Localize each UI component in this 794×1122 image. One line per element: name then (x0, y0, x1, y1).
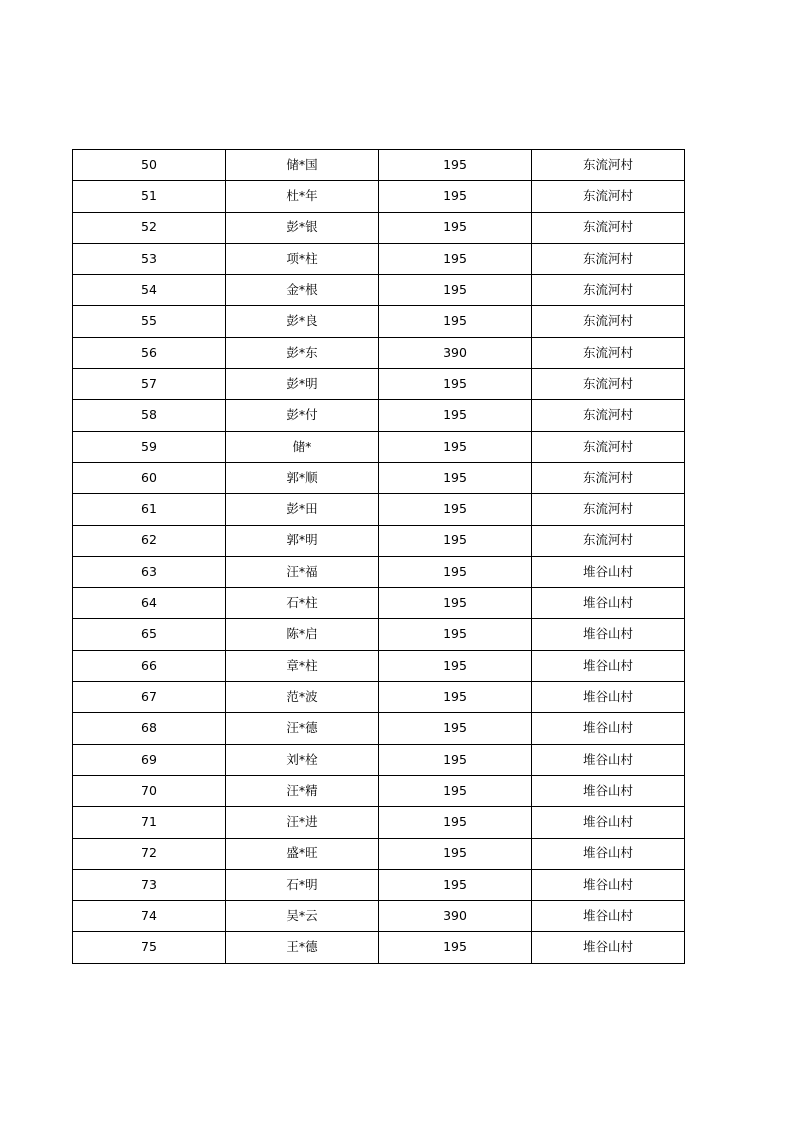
row-number-cell: 51 (73, 181, 226, 212)
name-cell: 汪*福 (226, 556, 379, 587)
table-row (73, 588, 685, 619)
village-cell: 东流河村 (532, 494, 685, 525)
row-number-cell: 63 (73, 556, 226, 587)
row-number-cell: 53 (73, 243, 226, 274)
amount-cell: 195 (379, 556, 532, 587)
row-number-cell: 56 (73, 337, 226, 368)
table-row (73, 619, 685, 650)
table-row (73, 431, 685, 462)
amount-cell: 195 (379, 525, 532, 556)
village-cell: 堆谷山村 (532, 838, 685, 869)
row-number-cell: 54 (73, 275, 226, 306)
amount-cell: 195 (379, 275, 532, 306)
table-row (73, 525, 685, 556)
name-cell: 汪*进 (226, 807, 379, 838)
amount-cell: 195 (379, 588, 532, 619)
name-cell: 金*根 (226, 275, 379, 306)
row-number-cell: 72 (73, 838, 226, 869)
village-cell: 东流河村 (532, 525, 685, 556)
table-row (73, 150, 685, 181)
amount-cell: 195 (379, 744, 532, 775)
amount-cell: 195 (379, 462, 532, 493)
name-cell: 王*德 (226, 932, 379, 963)
table-row (73, 243, 685, 274)
village-cell: 东流河村 (532, 337, 685, 368)
village-cell: 东流河村 (532, 181, 685, 212)
name-cell: 郭*明 (226, 525, 379, 556)
roster-table (72, 149, 685, 964)
table-row (73, 337, 685, 368)
village-cell: 东流河村 (532, 431, 685, 462)
name-cell: 彭*田 (226, 494, 379, 525)
row-number-cell: 68 (73, 713, 226, 744)
village-cell: 堆谷山村 (532, 713, 685, 744)
name-cell: 汪*德 (226, 713, 379, 744)
row-number-cell: 60 (73, 462, 226, 493)
table-row (73, 494, 685, 525)
row-number-cell: 55 (73, 306, 226, 337)
table-row (73, 775, 685, 806)
table-row (73, 462, 685, 493)
name-cell: 彭*东 (226, 337, 379, 368)
row-number-cell: 61 (73, 494, 226, 525)
amount-cell: 195 (379, 243, 532, 274)
amount-cell: 195 (379, 431, 532, 462)
amount-cell: 195 (379, 713, 532, 744)
amount-cell: 195 (379, 807, 532, 838)
amount-cell: 195 (379, 400, 532, 431)
name-cell: 彭*明 (226, 369, 379, 400)
row-number-cell: 64 (73, 588, 226, 619)
table-row (73, 400, 685, 431)
name-cell: 彭*付 (226, 400, 379, 431)
row-number-cell: 73 (73, 869, 226, 900)
village-cell: 堆谷山村 (532, 619, 685, 650)
village-cell: 堆谷山村 (532, 807, 685, 838)
amount-cell: 195 (379, 494, 532, 525)
row-number-cell: 50 (73, 150, 226, 181)
name-cell: 彭*良 (226, 306, 379, 337)
village-cell: 东流河村 (532, 306, 685, 337)
village-cell: 堆谷山村 (532, 869, 685, 900)
row-number-cell: 71 (73, 807, 226, 838)
village-cell: 东流河村 (532, 369, 685, 400)
row-number-cell: 75 (73, 932, 226, 963)
amount-cell: 195 (379, 212, 532, 243)
table-row (73, 744, 685, 775)
row-number-cell: 69 (73, 744, 226, 775)
name-cell: 吴*云 (226, 901, 379, 932)
village-cell: 堆谷山村 (532, 588, 685, 619)
table-row (73, 807, 685, 838)
row-number-cell: 52 (73, 212, 226, 243)
table-row (73, 682, 685, 713)
row-number-cell: 67 (73, 682, 226, 713)
name-cell: 陈*启 (226, 619, 379, 650)
village-cell: 东流河村 (532, 243, 685, 274)
amount-cell: 195 (379, 775, 532, 806)
name-cell: 范*波 (226, 682, 379, 713)
name-cell: 章*柱 (226, 650, 379, 681)
amount-cell: 195 (379, 181, 532, 212)
table-row (73, 713, 685, 744)
amount-cell: 195 (379, 932, 532, 963)
row-number-cell: 57 (73, 369, 226, 400)
amount-cell: 195 (379, 682, 532, 713)
name-cell: 郭*顺 (226, 462, 379, 493)
village-cell: 东流河村 (532, 462, 685, 493)
name-cell: 彭*银 (226, 212, 379, 243)
name-cell: 石*明 (226, 869, 379, 900)
name-cell: 石*柱 (226, 588, 379, 619)
table-row (73, 932, 685, 963)
name-cell: 项*柱 (226, 243, 379, 274)
table-row (73, 181, 685, 212)
amount-cell: 195 (379, 619, 532, 650)
row-number-cell: 74 (73, 901, 226, 932)
village-cell: 东流河村 (532, 400, 685, 431)
name-cell: 汪*精 (226, 775, 379, 806)
row-number-cell: 65 (73, 619, 226, 650)
name-cell: 刘*栓 (226, 744, 379, 775)
table-row (73, 869, 685, 900)
table-row (73, 306, 685, 337)
table-row (73, 556, 685, 587)
name-cell: 盛*旺 (226, 838, 379, 869)
amount-cell: 195 (379, 838, 532, 869)
amount-cell: 195 (379, 650, 532, 681)
table-row (73, 275, 685, 306)
village-cell: 堆谷山村 (532, 650, 685, 681)
village-cell: 东流河村 (532, 212, 685, 243)
village-cell: 堆谷山村 (532, 932, 685, 963)
amount-cell: 195 (379, 306, 532, 337)
amount-cell: 390 (379, 901, 532, 932)
table-row (73, 901, 685, 932)
village-cell: 堆谷山村 (532, 556, 685, 587)
village-cell: 堆谷山村 (532, 744, 685, 775)
name-cell: 储* (226, 431, 379, 462)
village-cell: 堆谷山村 (532, 682, 685, 713)
table-row (73, 838, 685, 869)
amount-cell: 195 (379, 369, 532, 400)
table-row (73, 650, 685, 681)
roster-table-body (73, 150, 685, 964)
name-cell: 储*国 (226, 150, 379, 181)
row-number-cell: 62 (73, 525, 226, 556)
village-cell: 东流河村 (532, 150, 685, 181)
amount-cell: 195 (379, 869, 532, 900)
name-cell: 杜*年 (226, 181, 379, 212)
amount-cell: 195 (379, 150, 532, 181)
table-row (73, 212, 685, 243)
village-cell: 堆谷山村 (532, 901, 685, 932)
village-cell: 东流河村 (532, 275, 685, 306)
row-number-cell: 66 (73, 650, 226, 681)
row-number-cell: 70 (73, 775, 226, 806)
row-number-cell: 58 (73, 400, 226, 431)
table-row (73, 369, 685, 400)
row-number-cell: 59 (73, 431, 226, 462)
amount-cell: 390 (379, 337, 532, 368)
village-cell: 堆谷山村 (532, 775, 685, 806)
